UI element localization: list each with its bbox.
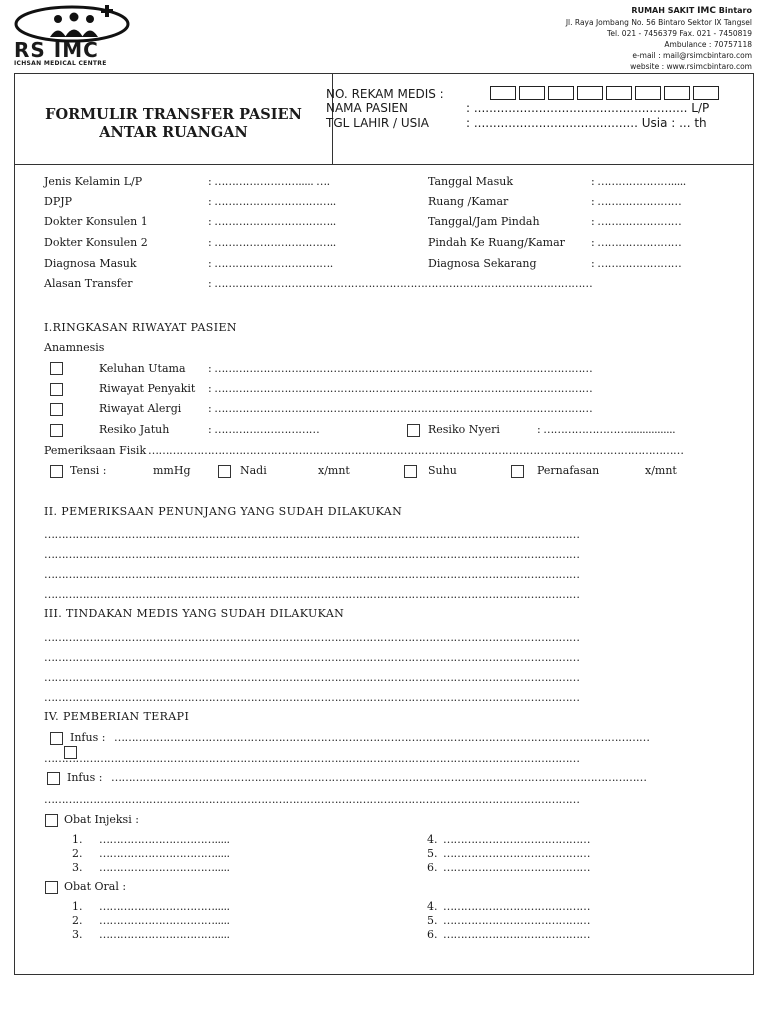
alasan-transfer-field[interactable]: : ………………………………………………………………………………………………	[208, 277, 593, 290]
form-title	[15, 106, 332, 142]
infus-1-field[interactable]: ………………………………………………………………………………………………………………………………………	[114, 731, 650, 744]
obat-oral-item-field[interactable]: ……………………………………	[443, 914, 590, 927]
keluhan-utama-label: Keluhan Utama	[99, 362, 186, 375]
section-3-line[interactable]: ………………………………………………………………………………………………………………………………………	[44, 631, 580, 644]
rekam-medis-digit-box[interactable]	[490, 86, 516, 100]
alasan-transfer-label: Alasan Transfer	[44, 277, 133, 290]
field-input-left[interactable]: : ……………………………..	[208, 215, 336, 228]
field-label-right: Ruang /Kamar	[428, 195, 509, 208]
obat-injeksi-item-field[interactable]: …………………………….....	[99, 833, 230, 846]
hospital-email: e-mail : mail@rsimcbintaro.com	[632, 51, 752, 60]
rekam-medis-digit-box[interactable]	[577, 86, 603, 100]
pernafasan-unit: x/mnt	[645, 464, 677, 477]
hospital-phone: Tel. 021 - 7456379 Fax. 021 - 7450819	[607, 29, 752, 38]
obat-injeksi-number: 5.	[427, 847, 438, 860]
nama-pasien-label: NAMA PASIEN	[326, 101, 408, 115]
field-input-right[interactable]: : ……………………	[591, 195, 682, 208]
obat-oral-item-field[interactable]: ……………………………………	[443, 900, 590, 913]
anamnesis-label: Anamnesis	[44, 341, 105, 354]
section-2-title: II. PEMERIKSAAN PENUNJANG YANG SUDAH DILAKUKAN	[44, 505, 403, 518]
hospital-website: website : www.rsimcbintaro.com	[630, 62, 752, 71]
riwayat-penyakit-label: Riwayat Penyakit	[99, 382, 196, 395]
rekam-medis-digit-box[interactable]	[635, 86, 661, 100]
obat-injeksi-item-field[interactable]: …………………………….....	[99, 847, 230, 860]
hospital-brand: IMC	[697, 6, 716, 16]
pemeriksaan-fisik-label: Pemeriksaan Fisik	[44, 444, 147, 457]
infus-1-checkbox[interactable]	[50, 732, 63, 745]
resiko-nyeri-label: Resiko Nyeri	[428, 423, 500, 436]
field-input-right[interactable]: : ……………………	[591, 215, 682, 228]
obat-injeksi-number: 1.	[72, 833, 83, 846]
field-input-right[interactable]: : ……………………	[591, 257, 682, 270]
riwayat-alergi-label: Riwayat Alergi	[99, 402, 182, 415]
field-input-left[interactable]: : ……………………………..	[208, 236, 336, 249]
tensi-unit: mmHg	[153, 464, 191, 477]
pernafasan-label: Pernafasan	[537, 464, 600, 477]
suhu-label: Suhu	[428, 464, 457, 477]
rekam-medis-digit-box[interactable]	[548, 86, 574, 100]
obat-oral-number: 3.	[72, 928, 83, 941]
obat-injeksi-item-field[interactable]: …………………………….....	[99, 861, 230, 874]
section-2-line[interactable]: ………………………………………………………………………………………………………………………………………	[44, 548, 580, 561]
field-label-right: Diagnosa Sekarang	[428, 257, 537, 270]
keluhan-utama-field[interactable]: : ………………………………………………………………………………………………	[208, 362, 593, 375]
rekam-medis-digit-box[interactable]	[664, 86, 690, 100]
obat-oral-item-field[interactable]: …………………………….....	[99, 914, 230, 927]
tgl-lahir-row[interactable]	[326, 116, 707, 130]
form-title-line1: FORMULIR TRANSFER PASIEN	[45, 106, 302, 123]
riwayat-penyakit-checkbox[interactable]	[50, 383, 63, 396]
resiko-jatuh-label: Resiko Jatuh	[99, 423, 170, 436]
obat-oral-item-field[interactable]: ……………………………………	[443, 928, 590, 941]
obat-oral-item-field[interactable]: …………………………….....	[99, 900, 230, 913]
nadi-label: Nadi	[240, 464, 267, 477]
form-title-line2: ANTAR RUANGAN	[99, 124, 248, 141]
field-input-left[interactable]: : ……………………………..	[208, 195, 336, 208]
obat-injeksi-label: Obat Injeksi :	[64, 813, 139, 826]
hospital-prefix: RUMAH SAKIT	[631, 6, 695, 15]
section-2-line[interactable]: ………………………………………………………………………………………………………………………………………	[44, 528, 580, 541]
infus-2-field[interactable]: ………………………………………………………………………………………………………………………………………	[111, 771, 647, 784]
suhu-checkbox[interactable]	[404, 465, 417, 478]
logo-subtitle: ICHSAN MEDICAL CENTRE	[14, 60, 107, 67]
section-2-line[interactable]: ………………………………………………………………………………………………………………………………………	[44, 588, 580, 601]
field-input-right[interactable]: : ………………….....	[591, 175, 686, 188]
obat-injeksi-number: 2.	[72, 847, 83, 860]
section-1-title: I.RINGKASAN RIWAYAT PASIEN	[44, 321, 237, 334]
infus-2-line[interactable]: ………………………………………………………………………………………………………………………………………	[44, 793, 580, 806]
section-3-line[interactable]: ………………………………………………………………………………………………………………………………………	[44, 651, 580, 664]
nadi-checkbox[interactable]	[218, 465, 231, 478]
hospital-info	[566, 5, 752, 72]
riwayat-penyakit-field[interactable]: : ………………………………………………………………………………………………	[208, 382, 593, 395]
field-label-left: DPJP	[44, 195, 73, 208]
resiko-nyeri-checkbox[interactable]	[407, 424, 420, 437]
section-3-title: III. TINDAKAN MEDIS YANG SUDAH DILAKUKAN	[44, 607, 345, 620]
tensi-label: Tensi :	[70, 464, 107, 477]
field-input-right[interactable]: : ……………………	[591, 236, 682, 249]
field-input-left[interactable]: : …………………………….	[208, 257, 333, 270]
riwayat-alergi-field[interactable]: : ………………………………………………………………………………………………	[208, 402, 593, 415]
obat-injeksi-number: 3.	[72, 861, 83, 874]
obat-injeksi-checkbox[interactable]	[45, 814, 58, 827]
nadi-unit: x/mnt	[318, 464, 350, 477]
rekam-medis-digit-box[interactable]	[693, 86, 719, 100]
field-label-left: Dokter Konsulen 2	[44, 236, 148, 249]
field-input-left[interactable]: : ……………………..... ….	[208, 175, 330, 188]
logo-name: RS IMC	[14, 38, 99, 62]
tensi-checkbox[interactable]	[50, 465, 63, 478]
riwayat-alergi-checkbox[interactable]	[50, 403, 63, 416]
field-label-right: Tanggal Masuk	[428, 175, 513, 188]
field-label-left: Diagnosa Masuk	[44, 257, 137, 270]
rekam-medis-label: NO. REKAM MEDIS :	[326, 87, 444, 101]
obat-oral-item-field[interactable]: …………………………….....	[99, 928, 230, 941]
infus-1-line[interactable]: ………………………………………………………………………………………………………………………………………	[44, 752, 580, 765]
resiko-nyeri-field[interactable]: : ……………………................	[537, 423, 676, 436]
obat-oral-number: 4.	[427, 900, 438, 913]
field-label-right: Pindah Ke Ruang/Kamar	[428, 236, 565, 249]
hospital-ambulance: Ambulance : 70757118	[664, 40, 752, 49]
pernafasan-checkbox[interactable]	[511, 465, 524, 478]
rekam-medis-digit-box[interactable]	[519, 86, 545, 100]
hospital-branch: Bintaro	[718, 6, 752, 15]
resiko-jatuh-checkbox[interactable]	[50, 424, 63, 437]
obat-injeksi-item-field[interactable]: ……………………………………	[443, 833, 590, 846]
nama-pasien-field[interactable]: : ........................................................ L/P	[466, 101, 710, 115]
obat-oral-number: 5.	[427, 914, 438, 927]
infus-1-label: Infus :	[70, 731, 106, 744]
infus-2-checkbox[interactable]	[47, 772, 60, 785]
infus-2-label: Infus :	[67, 771, 103, 784]
obat-oral-label: Obat Oral :	[64, 880, 127, 893]
obat-injeksi-item-field[interactable]: ……………………………………	[443, 847, 590, 860]
hospital-address: Jl. Raya Jombang No. 56 Bintaro Sektor IX Tangsel	[565, 18, 752, 27]
obat-injeksi-number: 6.	[427, 861, 438, 874]
section-3-line[interactable]: ………………………………………………………………………………………………………………………………………	[44, 691, 580, 704]
obat-oral-number: 6.	[427, 928, 438, 941]
tgl-lahir-field[interactable]: : ........................................... Usia : ... th	[466, 116, 707, 130]
rekam-medis-digit-box[interactable]	[606, 86, 632, 100]
obat-oral-number: 1.	[72, 900, 83, 913]
field-label-right: Tanggal/Jam Pindah	[428, 215, 540, 228]
tgl-lahir-label: TGL LAHIR / USIA	[326, 116, 430, 130]
pemeriksaan-fisik-field[interactable]: ………………………………………………………………………………………………………………………………………	[148, 444, 684, 457]
nama-pasien-row[interactable]	[326, 101, 709, 115]
hospital-name	[566, 5, 752, 17]
section-4-title: IV. PEMBERIAN TERAPI	[44, 710, 190, 723]
obat-oral-number: 2.	[72, 914, 83, 927]
obat-injeksi-number: 4.	[427, 833, 438, 846]
resiko-jatuh-field[interactable]: : …………………………	[208, 423, 320, 436]
obat-oral-checkbox[interactable]	[45, 881, 58, 894]
field-label-left: Dokter Konsulen 1	[44, 215, 148, 228]
section-3-line[interactable]: ………………………………………………………………………………………………………………………………………	[44, 671, 580, 684]
section-2-line[interactable]: ………………………………………………………………………………………………………………………………………	[44, 568, 580, 581]
obat-injeksi-item-field[interactable]: ……………………………………	[443, 861, 590, 874]
keluhan-utama-checkbox[interactable]	[50, 362, 63, 375]
field-label-left: Jenis Kelamin L/P	[44, 175, 143, 188]
rekam-medis-boxes[interactable]	[490, 86, 719, 100]
